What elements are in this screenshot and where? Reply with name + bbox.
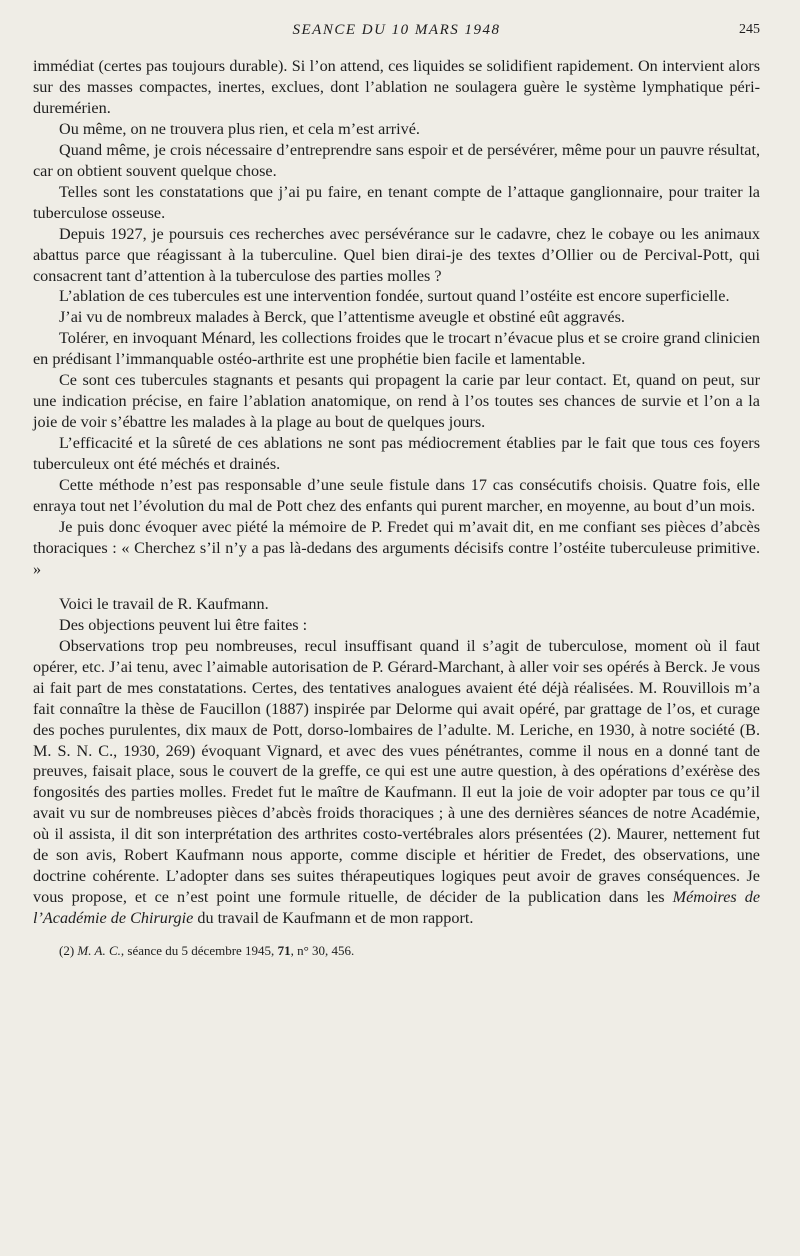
page-number: 245	[739, 22, 760, 37]
paragraph: immédiat (certes pas toujours durable). Si l’on attend, ces liquides se solidifient rapidement. On intervient alors sur des masses compactes, inertes, exclues, dont l’ablation ne soulagera guère le système lymphatique péri-duremérien.	[33, 57, 760, 117]
footnote-text: , séance du 5 décembre 1945,	[120, 943, 278, 959]
paragraph: Je puis donc évoquer avec piété la mémoire de P. Fredet qui m’avait dit, en me confiant ses pièces d’abcès thoraciques : « Cherchez s’il n’y a pas là-dedans des arguments décisifs contre l’ostéite tuberculeuse primitive. »	[33, 517, 760, 578]
paragraph-tail: du travail de Kaufmann et de mon rapport.	[193, 909, 474, 928]
paragraph: L’efficacité et la sûreté de ces ablations ne sont pas médiocrement établies par le fait que tous ces foyers tuberculeux ont été méchés et drainés.	[33, 434, 760, 474]
body-text	[33, 56, 760, 929]
paragraph: Telles sont les constatations que j’ai pu faire, en tenant compte de l’attaque ganglionnaire, pour traiter la tuberculose osseuse.	[33, 182, 760, 222]
footnote-tail: , n° 30, 456.	[290, 943, 355, 959]
running-header	[33, 18, 760, 44]
paragraph: Voici le travail de R. Kaufmann.	[59, 594, 269, 613]
paragraph-final	[33, 636, 760, 929]
paragraph: Ou même, on ne trouvera plus rien, et cela m’est arrivé.	[59, 119, 420, 138]
paragraph-text: Observations trop peu nombreuses, recul insuffisant quand il s’agit de tuberculose, moment où il faut opérer, etc. J’ai tenu, avec l’aimable autorisation de P. Gérard-Marchant, à aller voir ses opérés à Berck. Je vous ai fait part de mes constatations. Certes, des tentatives analogues avaient été déjà réalisées. M. Rouvillois m’a fait connaître la thèse de Faucillon (1887) inspirée par Delorme qui avait opéré, par grattage de l’os, et curage des poches purulentes, dix maux de Pott, dorso-lombaires de l’adulte. M. Leriche, en 1930, à notre société (B. M. S. N. C., 1930, 269) évoquant Vignard, et avec des vues pénétrantes, comme il nous en a donné tant de preuves, faisait place, sous le couvert de la greffe, ce qui est une autre question, à des opérations d’exérèse des fongosités des parties molles. Fredet fut le maître de Kaufmann. Il eut la joie de voir adopter par tous ce qu’il avait vu sur de nombreuses pièces d’abcès froids thoraciques ; à une des dernières séances de notre Académie, où il assista, il dit son interprétation des arthrites costo-vertébrales alors présentées (2). Maurer, nettement fut de son avis, Robert Kaufmann nous apporte, comme disciple et héritier de Fredet, des observations, une doctrine cohérente. L’adopter dans ses suites thérapeutiques logiques peut avoir de graves conséquences. Je vous propose, et ce n’est point une formule rituelle, de décider de la publication dans les	[33, 636, 760, 907]
paragraph: Ce sont ces tubercules stagnants et pesants qui propagent la carie par leur contact. Et, quand on peut, sur une indication précise, en faire l’ablation anatomique, on rend à l’os toutes ses chances de survie et l’on a la joie de voir s’ébattre les malades à la plage au bout de quelques jours.	[33, 371, 760, 432]
paragraph: J’ai vu de nombreux malades à Berck, que l’attentisme aveugle et obstiné eût aggravés.	[59, 308, 625, 327]
journal-title: Mémoires de l’Académie de Chirurgie	[33, 888, 761, 928]
paragraph: Tolérer, en invoquant Ménard, les collections froides que le trocart n’évacue plus et se croire grand clinicien en prédisant l’immanquable ostéo-arthrite est une prophétie bien facile et lamentable.	[33, 329, 760, 369]
paragraph: Quand même, je crois nécessaire d’entreprendre sans espoir et de persévérer, même pour un pauvre résultat, car on obtient souvent quelque chose.	[33, 140, 760, 180]
paragraph: L’ablation de ces tubercules est une intervention fondée, surtout quand l’ostéite est encore superficielle.	[59, 287, 730, 306]
footnote-marker: (2)	[59, 943, 75, 959]
paragraph: Cette méthode n’est pas responsable d’une seule fistule dans 17 cas consécutifs choisis. Quatre fois, elle enraya tout net l’évolution du mal de Pott chez des enfants qui purent marcher, en moyenne, au bout d’un mois.	[33, 476, 760, 516]
running-title: SEANCE DU 10 MARS 1948	[292, 22, 501, 38]
footnote-volume: 71	[277, 943, 291, 959]
footnote	[33, 943, 760, 959]
paragraph: Des objections peuvent lui être faites :	[59, 615, 308, 634]
paragraph: Depuis 1927, je poursuis ces recherches avec persévérance sur le cadavre, chez le cobaye ou les animaux abattus parce que réagissant à la tuberculine. Quel bien dirai-je des textes d’Ollier ou de Percival-Pott, qui consacrent tant d’attention à la tuberculose des parties molles ?	[33, 224, 760, 285]
footnote-source: M. A. C.	[77, 943, 121, 959]
